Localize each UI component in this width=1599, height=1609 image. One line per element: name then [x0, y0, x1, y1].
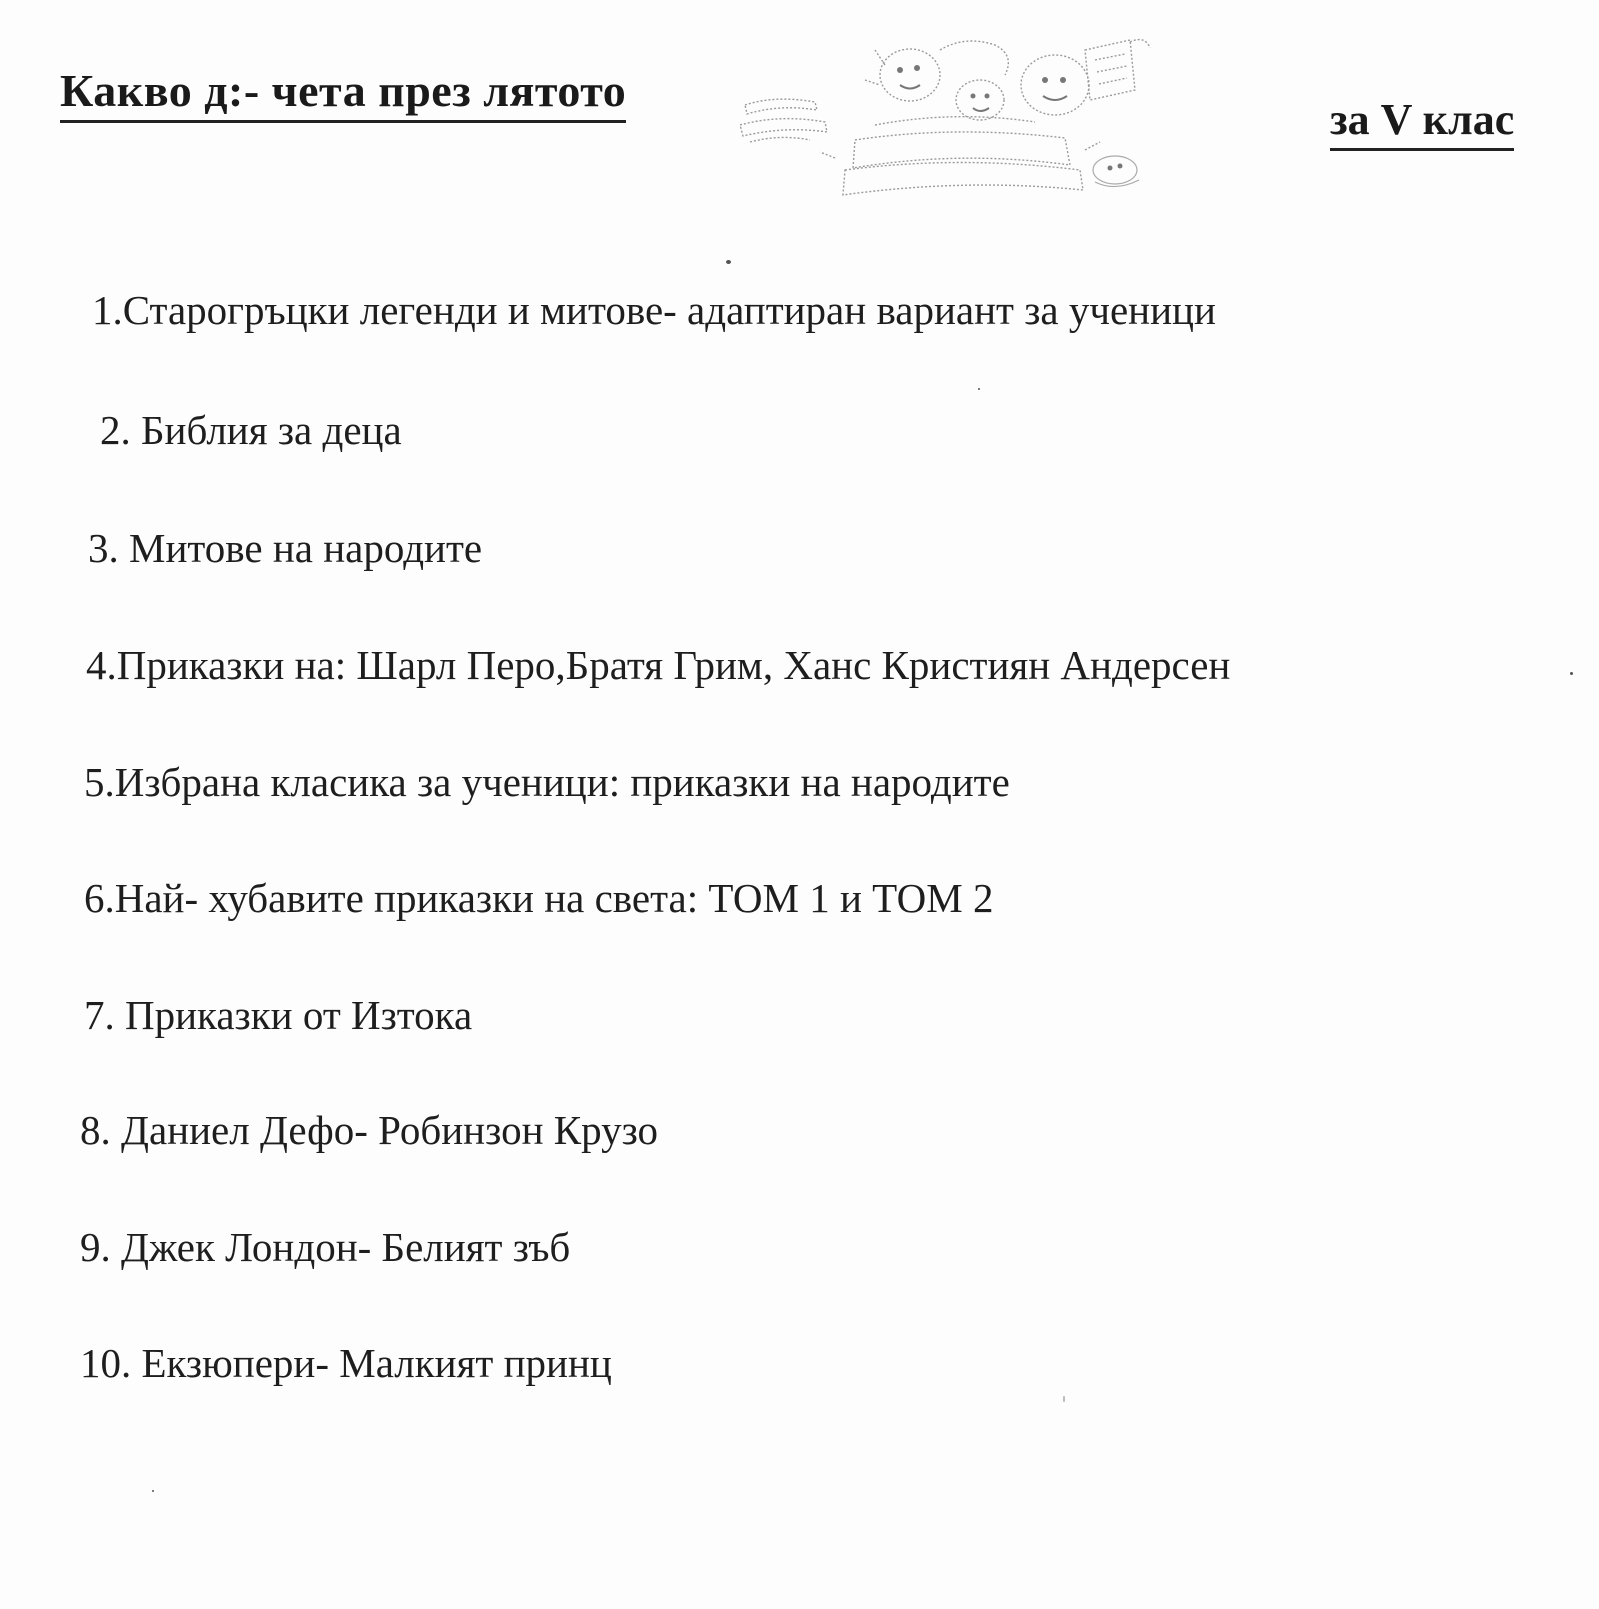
list-item: 8. Даниел Дефо- Робинзон Крузо [80, 1107, 659, 1153]
list-item: 4.Приказки на: Шарл Перо,Братя Грим, Ханс Кристиян Андерсен [86, 642, 1231, 688]
scan-speck [978, 388, 980, 390]
list-item: 2. Библия за деца [100, 407, 402, 453]
scan-speck [152, 1490, 154, 1492]
scan-speck [1570, 672, 1573, 675]
list-item: 10. Екзюпери- Малкият принц [80, 1340, 612, 1386]
list-item: 3. Митове на народите [88, 525, 483, 571]
list-item: 6.Най- хубавите приказки на света: ТОМ 1 и ТОМ 2 [84, 875, 994, 921]
list-item: 5.Избрана класика за ученици: приказки на народите [84, 759, 1010, 805]
list-item: 1.Старогръцки легенди и митове- адаптиран вариант за ученици [92, 287, 1216, 333]
list-item: 9. Джек Лондон- Белият зъб [80, 1224, 571, 1270]
scan-speck [1063, 1396, 1065, 1402]
grade-label: за V клас [1330, 98, 1514, 151]
scan-speck [726, 260, 731, 264]
page-title: Какво д:- чета през лятото [60, 68, 626, 123]
list-item: 7. Приказки от Изтока [84, 992, 473, 1038]
